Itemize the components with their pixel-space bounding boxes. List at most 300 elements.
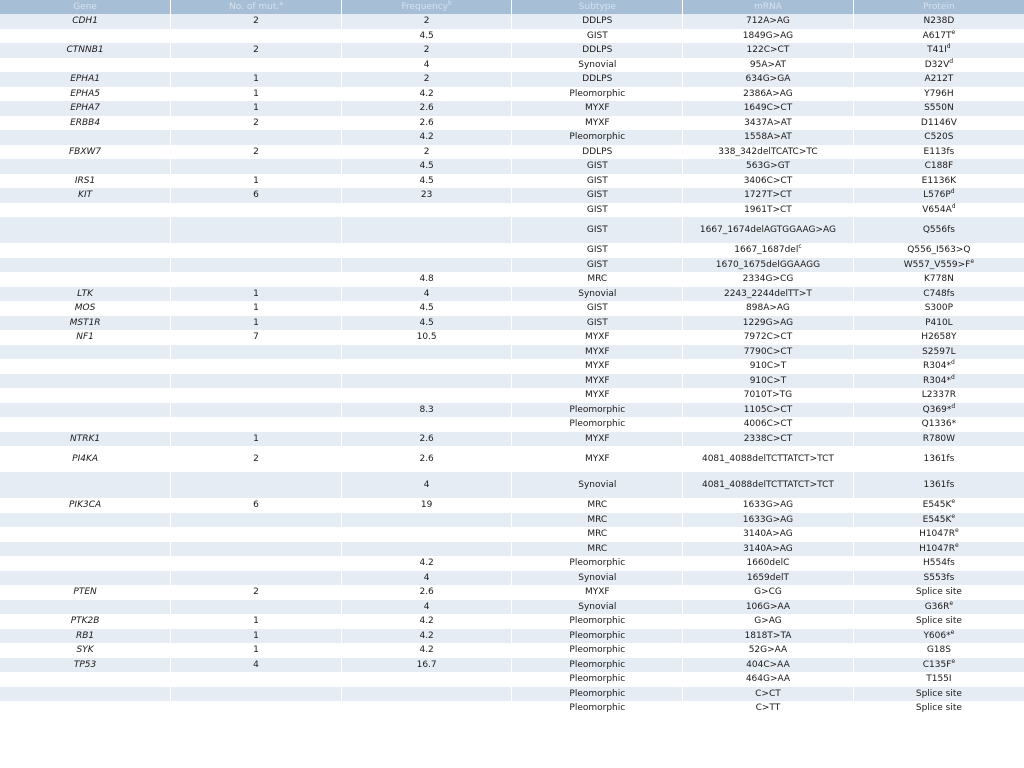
header-subtype: Subtype xyxy=(512,0,683,14)
gene-cell xyxy=(0,417,171,432)
protein-cell: T155I xyxy=(853,672,1024,687)
table-row xyxy=(0,498,1024,513)
protein-cell: $W557\_V559>F^e$ xyxy=(853,258,1024,273)
subtype-cell: DDLPS xyxy=(512,145,683,160)
subtype-cell: GIST xyxy=(512,301,683,316)
frequency-cell: 4.2 xyxy=(341,629,512,644)
gene-cell: EPHA1 xyxy=(0,72,171,87)
frequency-cell xyxy=(341,527,512,542)
protein-cell: S553fs xyxy=(853,571,1024,586)
subtype-cell: GIST xyxy=(512,159,683,174)
gene-cell: IRS1 xyxy=(0,174,171,189)
subtype-cell: Pleomorphic xyxy=(512,403,683,418)
frequency-cell: 4.2 xyxy=(341,87,512,102)
mutation-count-cell xyxy=(171,472,342,498)
protein-cell: $D32V^d$ xyxy=(853,58,1024,73)
mrna-cell: 712A>AG xyxy=(683,14,854,29)
mutation-count-cell: 1 xyxy=(171,316,342,331)
gene-cell: FBXW7 xyxy=(0,145,171,160)
mrna-cell: 3406C>CT xyxy=(683,174,854,189)
frequency-cell: 4.2 xyxy=(341,556,512,571)
frequency-cell: 10.5 xyxy=(341,330,512,345)
mrna-cell: 1633G>AG xyxy=(683,513,854,528)
mutation-count-cell xyxy=(171,687,342,702)
protein-cell: $G36R^e$ xyxy=(853,600,1024,615)
protein-cell: 1361fs xyxy=(853,446,1024,472)
mutation-count-cell xyxy=(171,542,342,557)
mutation-count-cell: 1 xyxy=(171,301,342,316)
frequency-cell xyxy=(341,217,512,243)
protein-cell: $L576P^d$ xyxy=(853,188,1024,203)
gene-cell: MST1R xyxy=(0,316,171,331)
protein-cell: D1146V xyxy=(853,116,1024,131)
gene-cell xyxy=(0,130,171,145)
protein-cell: H554fs xyxy=(853,556,1024,571)
mrna-cell: 1849G>AG xyxy=(683,29,854,44)
protein-cell: $V654A^d$ xyxy=(853,203,1024,218)
mutation-count-cell xyxy=(171,258,342,273)
table-row xyxy=(0,130,1024,145)
subtype-cell: MYXF xyxy=(512,432,683,447)
subtype-cell: Synovial xyxy=(512,571,683,586)
gene-cell xyxy=(0,29,171,44)
table-row xyxy=(0,556,1024,571)
gene-cell: EPHA5 xyxy=(0,87,171,102)
table-row xyxy=(0,614,1024,629)
mutation-count-cell: 1 xyxy=(171,101,342,116)
mrna-cell: 4006C>CT xyxy=(683,417,854,432)
table-row xyxy=(0,243,1024,258)
mutation-count-cell xyxy=(171,600,342,615)
frequency-cell: 4 xyxy=(341,472,512,498)
table-row xyxy=(0,145,1024,160)
subtype-cell: GIST xyxy=(512,258,683,273)
protein-cell: Q556_I563>Q xyxy=(853,243,1024,258)
mutation-count-cell: 2 xyxy=(171,446,342,472)
mutation-count-cell xyxy=(171,58,342,73)
table-row xyxy=(0,643,1024,658)
subtype-cell: Synovial xyxy=(512,600,683,615)
gene-cell xyxy=(0,527,171,542)
mrna-cell: 1633G>AG xyxy=(683,498,854,513)
mrna-cell: 563G>GT xyxy=(683,159,854,174)
frequency-cell: 2 xyxy=(341,145,512,160)
gene-cell: LTK xyxy=(0,287,171,302)
mrna-cell: G>CG xyxy=(683,585,854,600)
frequency-cell xyxy=(341,701,512,716)
gene-cell xyxy=(0,403,171,418)
mutation-count-cell xyxy=(171,388,342,403)
mrna-cell: 2338C>CT xyxy=(683,432,854,447)
frequency-cell: 4.5 xyxy=(341,29,512,44)
mrna-cell: 910C>T xyxy=(683,359,854,374)
table-row xyxy=(0,403,1024,418)
frequency-cell xyxy=(341,542,512,557)
header-mrna: mRNA xyxy=(683,0,854,14)
table-row xyxy=(0,417,1024,432)
table-row xyxy=(0,272,1024,287)
protein-cell: Splice site xyxy=(853,585,1024,600)
table-row xyxy=(0,432,1024,447)
protein-cell: C520S xyxy=(853,130,1024,145)
mutation-count-cell xyxy=(171,701,342,716)
table-row xyxy=(0,345,1024,360)
subtype-cell: MYXF xyxy=(512,374,683,389)
protein-cell: E1136K xyxy=(853,174,1024,189)
table-row xyxy=(0,672,1024,687)
subtype-cell: Pleomorphic xyxy=(512,629,683,644)
gene-cell xyxy=(0,600,171,615)
subtype-cell: GIST xyxy=(512,217,683,243)
subtype-cell: GIST xyxy=(512,29,683,44)
mutation-count-cell xyxy=(171,359,342,374)
gene-cell: PTK2B xyxy=(0,614,171,629)
subtype-cell: Pleomorphic xyxy=(512,672,683,687)
protein-cell: C748fs xyxy=(853,287,1024,302)
subtype-cell: Pleomorphic xyxy=(512,658,683,673)
gene-cell: TP53 xyxy=(0,658,171,673)
subtype-cell: GIST xyxy=(512,243,683,258)
protein-cell: Y796H xyxy=(853,87,1024,102)
gene-cell: KIT xyxy=(0,188,171,203)
subtype-cell: Pleomorphic xyxy=(512,701,683,716)
frequency-cell: 8.3 xyxy=(341,403,512,418)
table-row xyxy=(0,203,1024,218)
mutation-count-cell: 6 xyxy=(171,188,342,203)
table-row xyxy=(0,571,1024,586)
gene-cell: ERBB4 xyxy=(0,116,171,131)
gene-cell xyxy=(0,542,171,557)
frequency-cell: 2.6 xyxy=(341,446,512,472)
table-row xyxy=(0,301,1024,316)
mrna-cell: 634G>GA xyxy=(683,72,854,87)
subtype-cell: MYXF xyxy=(512,359,683,374)
frequency-cell: 2 xyxy=(341,14,512,29)
protein-cell: Splice site xyxy=(853,701,1024,716)
table-row xyxy=(0,446,1024,472)
mrna-cell: 910C>T xyxy=(683,374,854,389)
table-row xyxy=(0,600,1024,615)
gene-cell xyxy=(0,359,171,374)
mutation-count-cell xyxy=(171,217,342,243)
mutation-count-cell: 1 xyxy=(171,614,342,629)
subtype-cell: DDLPS xyxy=(512,43,683,58)
mrna-cell: 1649C>CT xyxy=(683,101,854,116)
mutation-count-cell: 1 xyxy=(171,432,342,447)
gene-cell: PIK3CA xyxy=(0,498,171,513)
protein-cell: A212T xyxy=(853,72,1024,87)
gene-cell xyxy=(0,272,171,287)
frequency-cell: 16.7 xyxy=(341,658,512,673)
mrna-cell: 52G>AA xyxy=(683,643,854,658)
protein-cell: N238D xyxy=(853,14,1024,29)
subtype-cell: MRC xyxy=(512,513,683,528)
table-row xyxy=(0,687,1024,702)
gene-cell: MOS xyxy=(0,301,171,316)
gene-cell xyxy=(0,701,171,716)
table-row xyxy=(0,217,1024,243)
frequency-cell: 2 xyxy=(341,43,512,58)
protein-cell: C188F xyxy=(853,159,1024,174)
mrna-cell: 4081_4088delTCTTATCT>TCT xyxy=(683,446,854,472)
mrna-cell: 1105C>CT xyxy=(683,403,854,418)
frequency-cell xyxy=(341,374,512,389)
frequency-cell xyxy=(341,203,512,218)
subtype-cell: GIST xyxy=(512,188,683,203)
mutation-count-cell: 7 xyxy=(171,330,342,345)
gene-cell: RB1 xyxy=(0,629,171,644)
mrna-cell: 2334G>CG xyxy=(683,272,854,287)
protein-cell: $T41I^d$ xyxy=(853,43,1024,58)
subtype-cell: DDLPS xyxy=(512,72,683,87)
frequency-cell: 4 xyxy=(341,287,512,302)
frequency-cell: 4.2 xyxy=(341,614,512,629)
mrna-cell: 1229G>AG xyxy=(683,316,854,331)
mutation-count-cell: 1 xyxy=(171,174,342,189)
frequency-cell: 2 xyxy=(341,72,512,87)
gene-cell xyxy=(0,258,171,273)
protein-cell: Y606*$^e$ xyxy=(853,629,1024,644)
mutation-count-cell xyxy=(171,556,342,571)
mutation-count-cell: 2 xyxy=(171,145,342,160)
mutation-count-cell xyxy=(171,403,342,418)
subtype-cell: Pleomorphic xyxy=(512,556,683,571)
mrna-cell: 338_342delTCATC>TC xyxy=(683,145,854,160)
frequency-cell xyxy=(341,243,512,258)
protein-cell: $E545K^e$ xyxy=(853,513,1024,528)
mrna-cell: 1961T>CT xyxy=(683,203,854,218)
subtype-cell: MRC xyxy=(512,272,683,287)
protein-cell: $H1047R^e$ xyxy=(853,542,1024,557)
subtype-cell: Pleomorphic xyxy=(512,417,683,432)
mrna-cell: 1660delC xyxy=(683,556,854,571)
mutation-count-cell xyxy=(171,130,342,145)
table-row xyxy=(0,174,1024,189)
table-row xyxy=(0,72,1024,87)
table-row xyxy=(0,472,1024,498)
subtype-cell: Pleomorphic xyxy=(512,130,683,145)
mrna-cell: 122C>CT xyxy=(683,43,854,58)
subtype-cell: GIST xyxy=(512,203,683,218)
protein-cell: $A617T^e$ xyxy=(853,29,1024,44)
subtype-cell: Synovial xyxy=(512,287,683,302)
mrna-cell: 1667_1674delAGTGGAAG>AG xyxy=(683,217,854,243)
protein-cell: K778N xyxy=(853,272,1024,287)
subtype-cell: MYXF xyxy=(512,585,683,600)
protein-cell: R304*$^d$ xyxy=(853,374,1024,389)
mutation-count-cell: 1 xyxy=(171,643,342,658)
subtype-cell: MRC xyxy=(512,498,683,513)
mutation-count-cell: 2 xyxy=(171,585,342,600)
frequency-cell: 2.6 xyxy=(341,101,512,116)
protein-cell: L2337R xyxy=(853,388,1024,403)
frequency-cell: 2.6 xyxy=(341,116,512,131)
mrna-cell: C>TT xyxy=(683,701,854,716)
frequency-cell xyxy=(341,672,512,687)
frequency-cell: 4.2 xyxy=(341,130,512,145)
gene-cell xyxy=(0,687,171,702)
protein-cell: E113fs xyxy=(853,145,1024,160)
protein-cell: 1361fs xyxy=(853,472,1024,498)
mutation-count-cell: 1 xyxy=(171,72,342,87)
protein-cell: Q556fs xyxy=(853,217,1024,243)
mrna-cell: 1670_1675delGGAAGG xyxy=(683,258,854,273)
mrna-cell: 898A>AG xyxy=(683,301,854,316)
table-row xyxy=(0,258,1024,273)
mrna-cell: 106G>AA xyxy=(683,600,854,615)
gene-cell: CTNNB1 xyxy=(0,43,171,58)
frequency-cell xyxy=(341,345,512,360)
mrna-cell: 2386A>AG xyxy=(683,87,854,102)
subtype-cell: MYXF xyxy=(512,330,683,345)
table-row xyxy=(0,188,1024,203)
mutation-count-cell: 1 xyxy=(171,287,342,302)
gene-cell xyxy=(0,472,171,498)
protein-cell: Q1336* xyxy=(853,417,1024,432)
table-row xyxy=(0,359,1024,374)
mrna-cell: 1667_1687del$^c$ xyxy=(683,243,854,258)
subtype-cell: MRC xyxy=(512,527,683,542)
frequency-cell: 4.5 xyxy=(341,174,512,189)
table-row xyxy=(0,14,1024,29)
subtype-cell: MYXF xyxy=(512,446,683,472)
mutation-count-cell xyxy=(171,417,342,432)
mrna-cell: 1727T>CT xyxy=(683,188,854,203)
gene-cell: SYK xyxy=(0,643,171,658)
gene-cell: EPHA7 xyxy=(0,101,171,116)
mrna-cell: 1659delT xyxy=(683,571,854,586)
protein-cell: S2597L xyxy=(853,345,1024,360)
subtype-cell: MYXF xyxy=(512,345,683,360)
mrna-cell: 7972C>CT xyxy=(683,330,854,345)
mrna-cell: 3140A>AG xyxy=(683,542,854,557)
mrna-cell: 4081_4088delTCTTATCT>TCT xyxy=(683,472,854,498)
mutation-count-cell xyxy=(171,243,342,258)
mutation-count-cell xyxy=(171,672,342,687)
gene-cell xyxy=(0,513,171,528)
protein-cell: Splice site xyxy=(853,614,1024,629)
protein-cell: R304*$^d$ xyxy=(853,359,1024,374)
frequency-cell: 4 xyxy=(341,600,512,615)
gene-cell: CDH1 xyxy=(0,14,171,29)
protein-cell: Q369*$^d$ xyxy=(853,403,1024,418)
protein-cell: G18S xyxy=(853,643,1024,658)
mutation-count-cell: 1 xyxy=(171,629,342,644)
mutation-count-cell xyxy=(171,374,342,389)
mrna-cell: 1818T>TA xyxy=(683,629,854,644)
table-row xyxy=(0,513,1024,528)
mutation-count-cell: 2 xyxy=(171,116,342,131)
frequency-cell: 2.6 xyxy=(341,432,512,447)
table-row xyxy=(0,701,1024,716)
mrna-cell: 3140A>AG xyxy=(683,527,854,542)
frequency-cell: 4.5 xyxy=(341,316,512,331)
table-body xyxy=(0,14,1024,716)
mutation-count-cell xyxy=(171,29,342,44)
frequency-cell: 19 xyxy=(341,498,512,513)
frequency-cell xyxy=(341,388,512,403)
frequency-cell: 4 xyxy=(341,58,512,73)
protein-cell: Splice site xyxy=(853,687,1024,702)
mrna-cell: 95A>AT xyxy=(683,58,854,73)
protein-cell: S300P xyxy=(853,301,1024,316)
frequency-cell: 4.5 xyxy=(341,159,512,174)
protein-cell: P410L xyxy=(853,316,1024,331)
mrna-cell: 3437A>AT xyxy=(683,116,854,131)
mutation-count-cell xyxy=(171,272,342,287)
subtype-cell: Pleomorphic xyxy=(512,643,683,658)
mrna-cell: G>AG xyxy=(683,614,854,629)
protein-cell: $E545K^e$ xyxy=(853,498,1024,513)
table-row xyxy=(0,116,1024,131)
frequency-cell xyxy=(341,513,512,528)
gene-cell xyxy=(0,203,171,218)
frequency-cell: 4.2 xyxy=(341,643,512,658)
gene-cell xyxy=(0,388,171,403)
gene-cell xyxy=(0,159,171,174)
gene-cell xyxy=(0,345,171,360)
mutation-count-cell xyxy=(171,527,342,542)
header-gene: Gene xyxy=(0,0,171,14)
mutation-count-cell: 4 xyxy=(171,658,342,673)
subtype-cell: Pleomorphic xyxy=(512,87,683,102)
subtype-cell: Synovial xyxy=(512,58,683,73)
subtype-cell: MRC xyxy=(512,542,683,557)
table-row xyxy=(0,287,1024,302)
mrna-cell: 7010T>TG xyxy=(683,388,854,403)
table-row xyxy=(0,316,1024,331)
protein-cell: $H1047R^e$ xyxy=(853,527,1024,542)
frequency-cell: 2.6 xyxy=(341,585,512,600)
header-protein: Protein xyxy=(853,0,1024,14)
subtype-cell: Pleomorphic xyxy=(512,614,683,629)
table-row xyxy=(0,101,1024,116)
gene-cell: NTRK1 xyxy=(0,432,171,447)
mrna-cell: 1558A>AT xyxy=(683,130,854,145)
gene-cell xyxy=(0,571,171,586)
table-row xyxy=(0,658,1024,673)
subtype-cell: Pleomorphic xyxy=(512,687,683,702)
subtype-cell: DDLPS xyxy=(512,14,683,29)
mutation-count-cell xyxy=(171,571,342,586)
gene-cell xyxy=(0,374,171,389)
protein-cell: R780W xyxy=(853,432,1024,447)
gene-cell xyxy=(0,672,171,687)
subtype-cell: MYXF xyxy=(512,116,683,131)
mrna-cell: 404C>AA xyxy=(683,658,854,673)
table-row xyxy=(0,330,1024,345)
gene-cell xyxy=(0,58,171,73)
frequency-cell: 4.5 xyxy=(341,301,512,316)
header-frequency: Frequency$^b$ xyxy=(341,0,512,14)
mutation-count-cell xyxy=(171,345,342,360)
mutation-count-cell xyxy=(171,159,342,174)
table-row xyxy=(0,29,1024,44)
gene-cell xyxy=(0,556,171,571)
frequency-cell xyxy=(341,687,512,702)
frequency-cell: 4.8 xyxy=(341,272,512,287)
header-no-of-mut: No. of mut.$^a$ xyxy=(171,0,342,14)
gene-cell xyxy=(0,217,171,243)
frequency-cell xyxy=(341,417,512,432)
table-row xyxy=(0,527,1024,542)
mrna-cell: 2243_2244delTT>T xyxy=(683,287,854,302)
table-row xyxy=(0,87,1024,102)
table-row xyxy=(0,43,1024,58)
frequency-cell: 4 xyxy=(341,571,512,586)
protein-cell: H2658Y xyxy=(853,330,1024,345)
frequency-cell xyxy=(341,258,512,273)
